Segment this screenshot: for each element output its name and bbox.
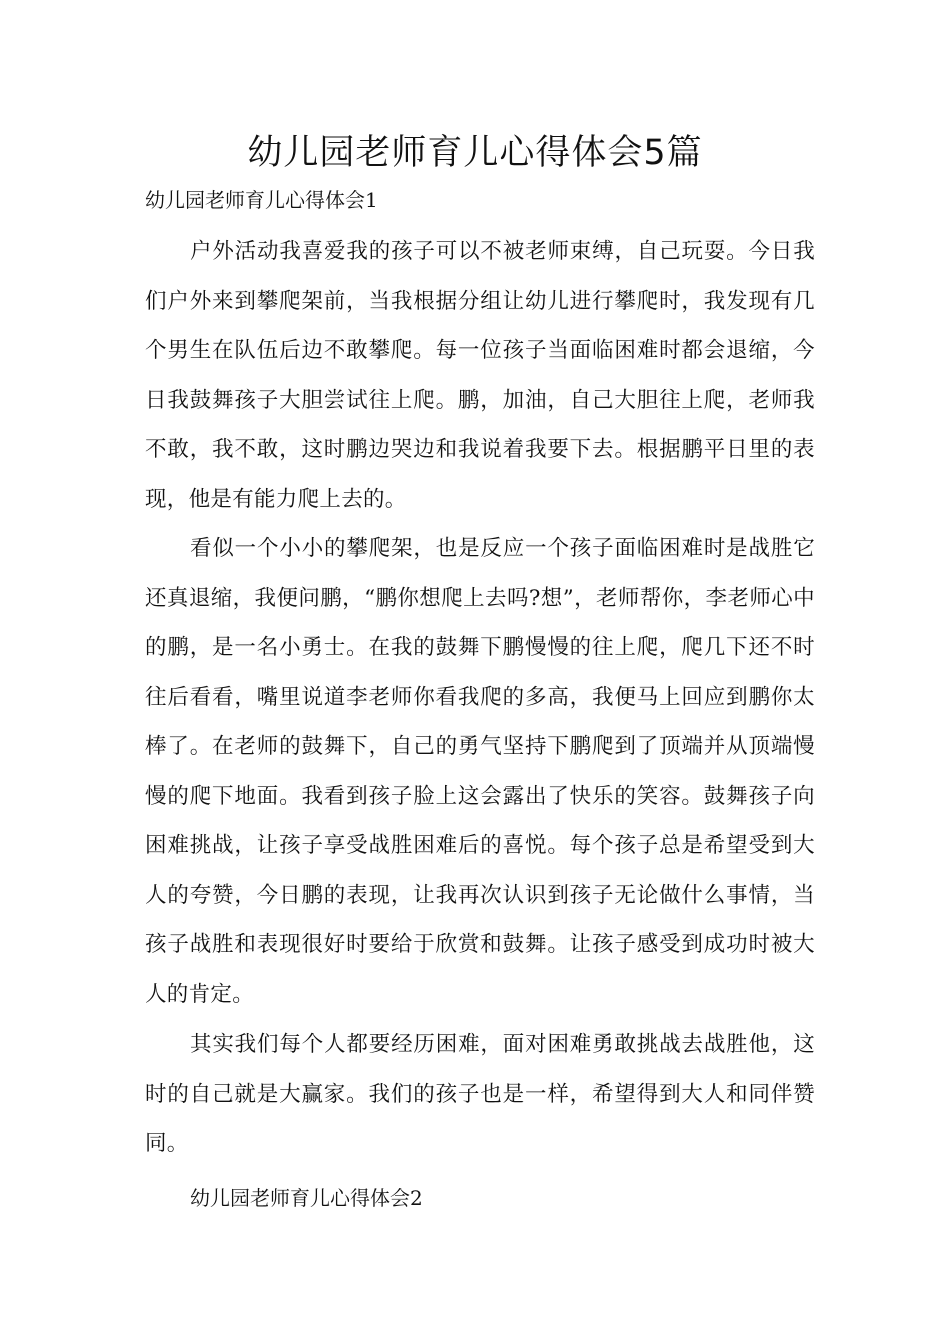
section-heading-2: 幼儿园老师育儿心得体会2 <box>190 1186 423 1210</box>
body-paragraph: 其实我们每个人都要经历困难，面对困难勇敢挑战去战胜他，这时的自己就是大赢家。我们的孩子也是一样，希望得到大人和同伴赞同。 <box>145 1032 815 1156</box>
body-paragraph: 户外活动我喜爱我的孩子可以不被老师束缚，自己玩耍。今日我们户外来到攀爬架前，当我根据分组让幼儿进行攀爬时，我发现有几个男生在队伍后边不敢攀爬。每一位孩子当面临困难时都会退缩，今日我鼓舞孩子大胆尝试往上爬。鹏，加油，自己大胆往上爬，老师我不敢，我不敢，这时鹏边哭边和我说着我要下去。根据鹏平日里的表现，他是有能力爬上去的。 <box>145 239 815 512</box>
section-heading-1: 幼儿园老师育儿心得体会1 <box>145 188 378 212</box>
document-title: 幼儿园老师育儿心得体会5篇 <box>247 133 703 173</box>
body-paragraph: 看似一个小小的攀爬架，也是反应一个孩子面临困难时是战胜它还真退缩，我便问鹏，“鹏你想爬上去吗?想”，老师帮你，李老师心中的鹏，是一名小勇士。在我的鼓舞下鹏慢慢的往上爬，爬几下还不时往后看看，嘴里说道李老师你看我爬的多高，我便马上回应到鹏你太棒了。在老师的鼓舞下，自己的勇气坚持下鹏爬到了顶端并从顶端慢慢的爬下地面。我看到孩子脸上这会露出了快乐的笑容。鼓舞孩子向困难挑战，让孩子享受战胜困难后的喜悦。每个孩子总是希望受到大人的夸赞，今日鹏的表现，让我再次认识到孩子无论做什么事情，当孩子战胜和表现很好时要给于欣赏和鼓舞。让孩子感受到成功时被大人的肯定。 <box>145 536 815 1007</box>
